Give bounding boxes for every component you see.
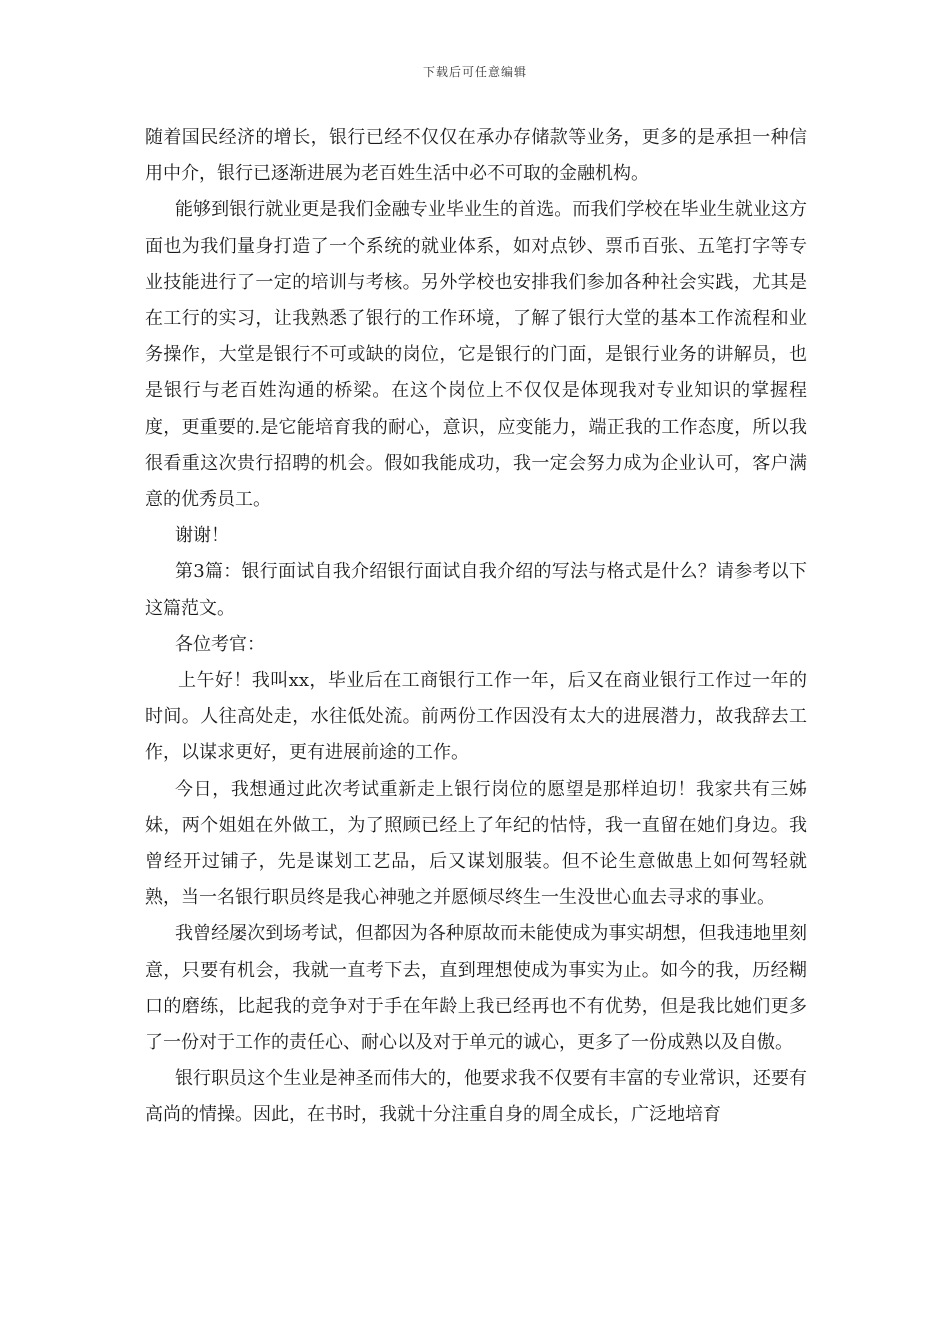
document-body [145, 120, 807, 1134]
paragraph-exams: 我曾经屡次到场考试，但都因为各种原故而未能使成为事实胡想，但我违地里刻意，只要有机会，我就一直考下去，直到理想使成为事实为止。如今的我，历经糊口的磨练，比起我的竞争对于手在年龄上我已经再也不有优势，但是我比她们更多了一份对于工作的责任心、耐心以及对于单元的诚心，更多了一份成熟以及自傲。 [145, 923, 807, 1054]
paragraph-section-title: 第3篇：银行面试自我介绍银行面试自我介绍的写法与格式是什么？请参考以下这篇范文。 [145, 561, 807, 619]
paragraph-today: 今日，我想通过此次考试重新走上银行岗位的愿望是那样迫切！我家共有三姊妹，两个姐姐在外做工，为了照顾已经上了年纪的怙恃，我一直留在她们身边。我曾经开过铺子，先是谋划工艺品，后又谋划服装。但不论生意做患上如何驾轻就熟，当一名银行职员终是我心神驰之并愿倾尽终生一生没世心血去寻求的事业。 [145, 778, 807, 909]
paragraph-1: 随着国民经济的增长，银行已经不仅仅在承办存储款等业务，更多的是承担一种信用中介，银行已逐渐进展为老百姓生活中必不可取的金融机构。 [145, 127, 807, 185]
paragraph-greeting: 上午好！我叫xx，毕业后在工商银行工作一年，后又在商业银行工作过一年的时间。人往高处走，水往低处流。前两份工作因没有太大的进展潜力，故我辞去工作，以谋求更好，更有进展前途的工作。 [145, 670, 807, 764]
paragraph-profession: 银行职员这个生业是神圣而伟大的，他要求我不仅要有丰富的专业常识，还要有高尚的情操。因此，在书时，我就十分注重自身的周全成长，广泛地培育 [145, 1068, 807, 1126]
paragraph-thanks: 谢谢！ [175, 525, 229, 547]
paragraph-2: 能够到银行就业更是我们金融专业毕业生的首选。而我们学校在毕业生就业这方面也为我们量身打造了一个系统的就业体系，如对点钞、票币百张、五笔打字等专业技能进行了一定的培训与考核。另外学校也安排我们参加各种社会实践，尤其是在工行的实习，让我熟悉了银行的工作环境，了解了银行大堂的基本工作流程和业务操作，大堂是银行不可或缺的岗位，它是银行的门面，是银行业务的讲解员，也是银行与老百姓沟通的桥梁。在这个岗位上不仅仅是体现我对专业知识的掌握程度，更重要的.是它能培育我的耐心，意识，应变能力，端正我的工作态度，所以我很看重这次贵行招聘的机会。假如我能成功，我一定会努力成为企业认可，客户满意的优秀员工。 [145, 199, 807, 511]
page-header: 下载后可任意编辑 [422, 65, 527, 79]
paragraph-salutation: 各位考官： [175, 633, 265, 655]
